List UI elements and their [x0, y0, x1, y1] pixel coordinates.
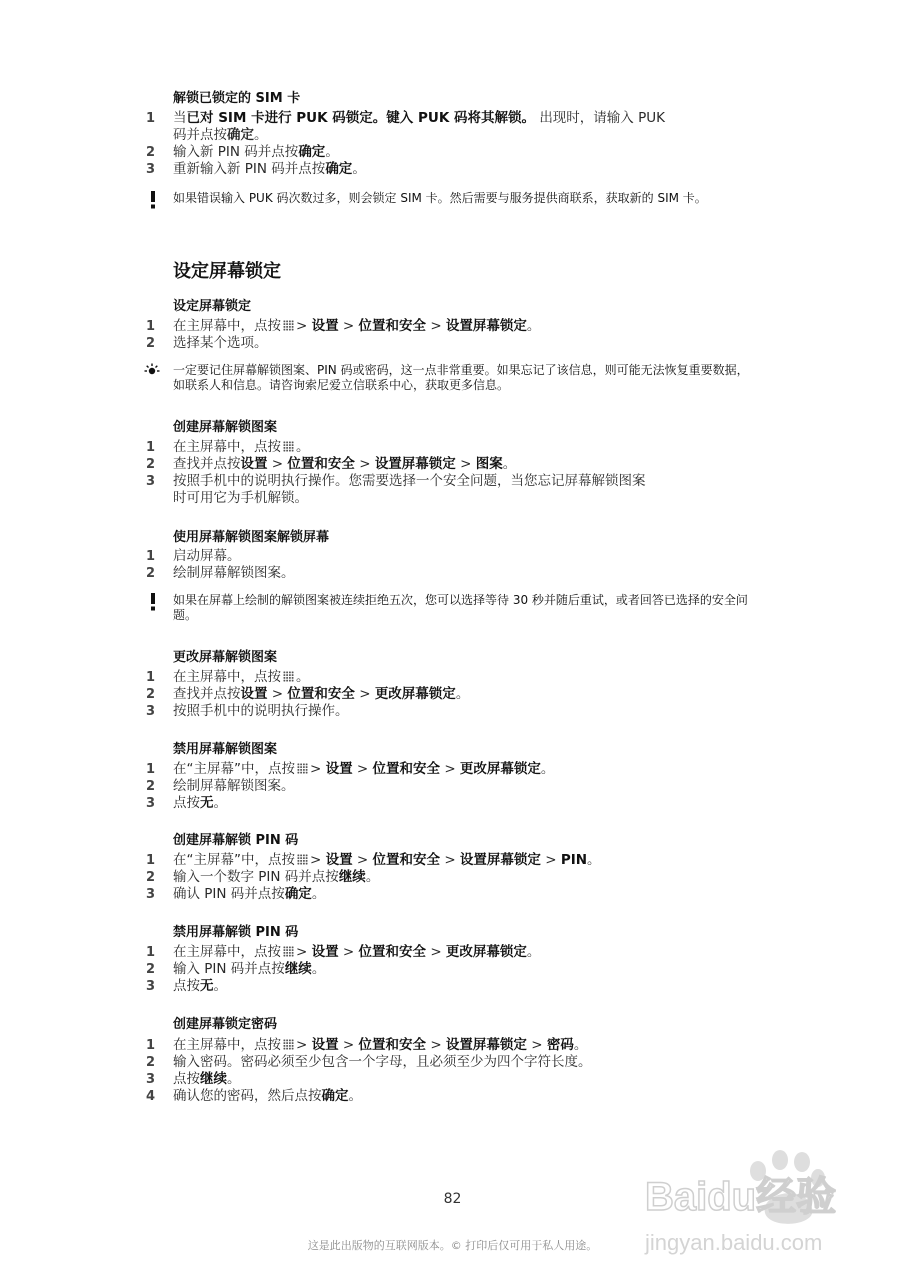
page-number: 82	[443, 1191, 462, 1207]
app-grid-icon	[283, 441, 294, 452]
step-continuation: 时可用它为手机解锁。	[173, 490, 308, 506]
step: 1 在主屏幕中，点按 > 设置 > 位置和安全 > 更改屏幕锁定。	[146, 944, 541, 960]
step: 3 按照手机中的说明执行操作。您需要选择一个安全问题，当您忘记屏幕解锁图案	[146, 473, 646, 489]
step: 1 在主屏幕中，点按 > 设置 > 位置和安全 > 设置屏幕锁定。	[146, 318, 541, 334]
steps-unlock-with-pattern	[0, 548, 905, 582]
step: 3 按照手机中的说明执行操作。	[146, 703, 349, 719]
step: 1 在“主屏幕”中，点按 > 设置 > 位置和安全 > 更改屏幕锁定。	[146, 761, 555, 777]
app-grid-icon	[283, 946, 294, 957]
subheading-unlock-with-pattern: 使用屏幕解锁图案解锁屏幕	[173, 530, 330, 545]
steps-disable-pin	[0, 944, 905, 995]
steps-set-lock	[0, 318, 905, 352]
app-grid-icon	[283, 320, 294, 331]
step: 3 重新输入新 PIN 码并点按确定。	[146, 161, 366, 177]
step: 1 在“主屏幕”中，点按 > 设置 > 位置和安全 > 设置屏幕锁定 > PIN。	[146, 852, 601, 868]
steps-create-password	[0, 1037, 905, 1105]
step: 2 输入 PIN 码并点按继续。	[146, 961, 326, 977]
steps-disable-pattern	[0, 761, 905, 812]
steps-create-pin	[0, 852, 905, 903]
exclamation-icon	[146, 191, 160, 209]
steps-create-pattern	[0, 439, 905, 507]
step: 2 查找并点按设置 > 位置和安全 > 设置屏幕锁定 > 图案。	[146, 456, 517, 472]
app-grid-icon	[283, 1039, 294, 1050]
step: 1 当已对 SIM 卡进行 PUK 码锁定。键入 PUK 码将其解锁。 出现时，请输入 PUK	[146, 110, 665, 126]
steps-unlock-sim	[0, 110, 905, 178]
step: 2 输入新 PIN 码并点按确定。	[146, 144, 339, 160]
step: 2 绘制屏幕解锁图案。	[146, 565, 295, 581]
step: 3 点按无。	[146, 978, 227, 994]
subheading-set-lock: 设定屏幕锁定	[173, 299, 252, 314]
subheading-create-pin: 创建屏幕解锁 PIN 码	[173, 833, 299, 848]
app-grid-icon	[297, 854, 308, 865]
step: 3 确认 PIN 码并点按确定。	[146, 886, 326, 902]
watermark-brand: Baidu经验	[645, 1175, 837, 1219]
manual-page: 解锁已锁定的 SIM 卡 1 当已对 SIM 卡进行 PUK 码锁定。键入 PUK 码将其解锁。 出现时，请输入 PUK 码并点按确定。 2 输入新 PIN 码并点按确定。 3 重新输入新 PIN 码并点按确定。 如果错误输入 PUK 码次数过多，则会锁定 SIM 卡。然后需要与服务提供商联系，获取新的 SIM 卡。 设定屏幕锁定 设定屏幕锁定 1 在主屏幕中，点按 > 设置 > 位置和安全 > 设置屏幕锁定。 2 选择某个选项。 一定要记住屏幕解锁图案、PIN 码或密码，这一点非常重要。如果忘记了该信息，则可能无法恢复重要数据，如联系人和信息。请咨询索尼爱立信联系中心，获取更多信息。 创建屏幕解锁图案 1 在主屏幕中，点按 。 2 查找并点按设置 > 位置和安全 > 设置屏幕锁定 > 图案。 3 按照手机中的说明执行操作。您需要选择一个安全问题，当您忘记屏幕解锁图案 时可用它为手机解锁。 使用屏幕解锁图案解锁屏幕 1 启动屏幕。 2 绘制屏幕解锁图案。 如果在屏幕上绘制的解锁图案被连续拒绝五次，您可以选择等待 30 秒并随后重试，或者回答已选择的安全问题。 更改屏幕解锁图案 1 在主屏幕中，点按 。 2 查找并点按设置 > 位置和安全 > 更改屏幕锁定。 3 按照手机中的说明执行操作。 禁用屏幕解锁图案 1 在“主屏幕”中，点按 > 设置 > 位置和安全 > 更改屏幕锁定。 2 绘制屏幕解锁图案。 3 点按无。 创建屏幕解锁 PIN 码 1 在“主屏幕”中，点按 > 设置 > 位置和安全 > 设置屏幕锁定 > PIN。 2 输入一个数字 PIN 码并点按继续。 3 确认 PIN 码并点按确定。 禁用屏幕解锁 PIN 码 1 在主屏幕中，点按 > 设置 > 位置和安全 > 更改屏幕锁定。 2 输入 PIN 码并点按继续。 3 点按无。 创建屏幕锁定密码 1 在主屏幕中，点按 > 设置 > 位置和安全 > 设置屏幕锁定 > 密码。 2 输入密码。密码必须至少包含一个字母，且必须至少为四个字符长度。 3 点按继续。 4 确认您的密码，然后点按确定。 82 这是此出版物的互联网版本。© 打印后仅可用于私人用途。 Baidu经验 jingyan.baidu.com	[0, 0, 905, 1280]
step-continuation: 码并点按确定。	[173, 127, 268, 143]
footer-note: 这是此出版物的互联网版本。© 打印后仅可用于私人用途。	[307, 1239, 598, 1252]
step: 2 查找并点按设置 > 位置和安全 > 更改屏幕锁定。	[146, 686, 470, 702]
subheading-change-pattern: 更改屏幕解锁图案	[173, 650, 278, 665]
subheading-create-password: 创建屏幕锁定密码	[173, 1017, 278, 1032]
step: 2 选择某个选项。	[146, 335, 268, 351]
step: 2 输入密码。密码必须至少包含一个字母，且必须至少为四个字符长度。	[146, 1054, 592, 1070]
subheading-disable-pattern: 禁用屏幕解锁图案	[173, 742, 278, 757]
step: 3 点按无。	[146, 795, 227, 811]
section-heading: 设定屏幕锁定	[173, 261, 281, 282]
step: 3 点按继续。	[146, 1071, 241, 1087]
step: 1 在主屏幕中，点按 。	[146, 439, 310, 455]
app-grid-icon	[283, 671, 294, 682]
watermark-url: jingyan.baidu.com	[645, 1230, 823, 1255]
step: 2 绘制屏幕解锁图案。	[146, 778, 295, 794]
subheading-unlock-sim: 解锁已锁定的 SIM 卡	[173, 91, 301, 106]
subheading-disable-pin: 禁用屏幕解锁 PIN 码	[173, 925, 299, 940]
app-grid-icon	[297, 763, 308, 774]
step: 1 在主屏幕中，点按 > 设置 > 位置和安全 > 设置屏幕锁定 > 密码。	[146, 1037, 588, 1053]
subheading-create-pattern: 创建屏幕解锁图案	[173, 420, 278, 435]
step: 2 输入一个数字 PIN 码并点按继续。	[146, 869, 380, 885]
exclamation-icon	[146, 593, 160, 611]
step: 1 在主屏幕中，点按 。	[146, 669, 310, 685]
baidu-watermark-logo	[640, 1138, 880, 1268]
lightbulb-icon	[144, 363, 160, 379]
step: 4 确认您的密码，然后点按确定。	[146, 1088, 362, 1104]
step: 1 启动屏幕。	[146, 548, 241, 564]
steps-change-pattern	[0, 669, 905, 720]
